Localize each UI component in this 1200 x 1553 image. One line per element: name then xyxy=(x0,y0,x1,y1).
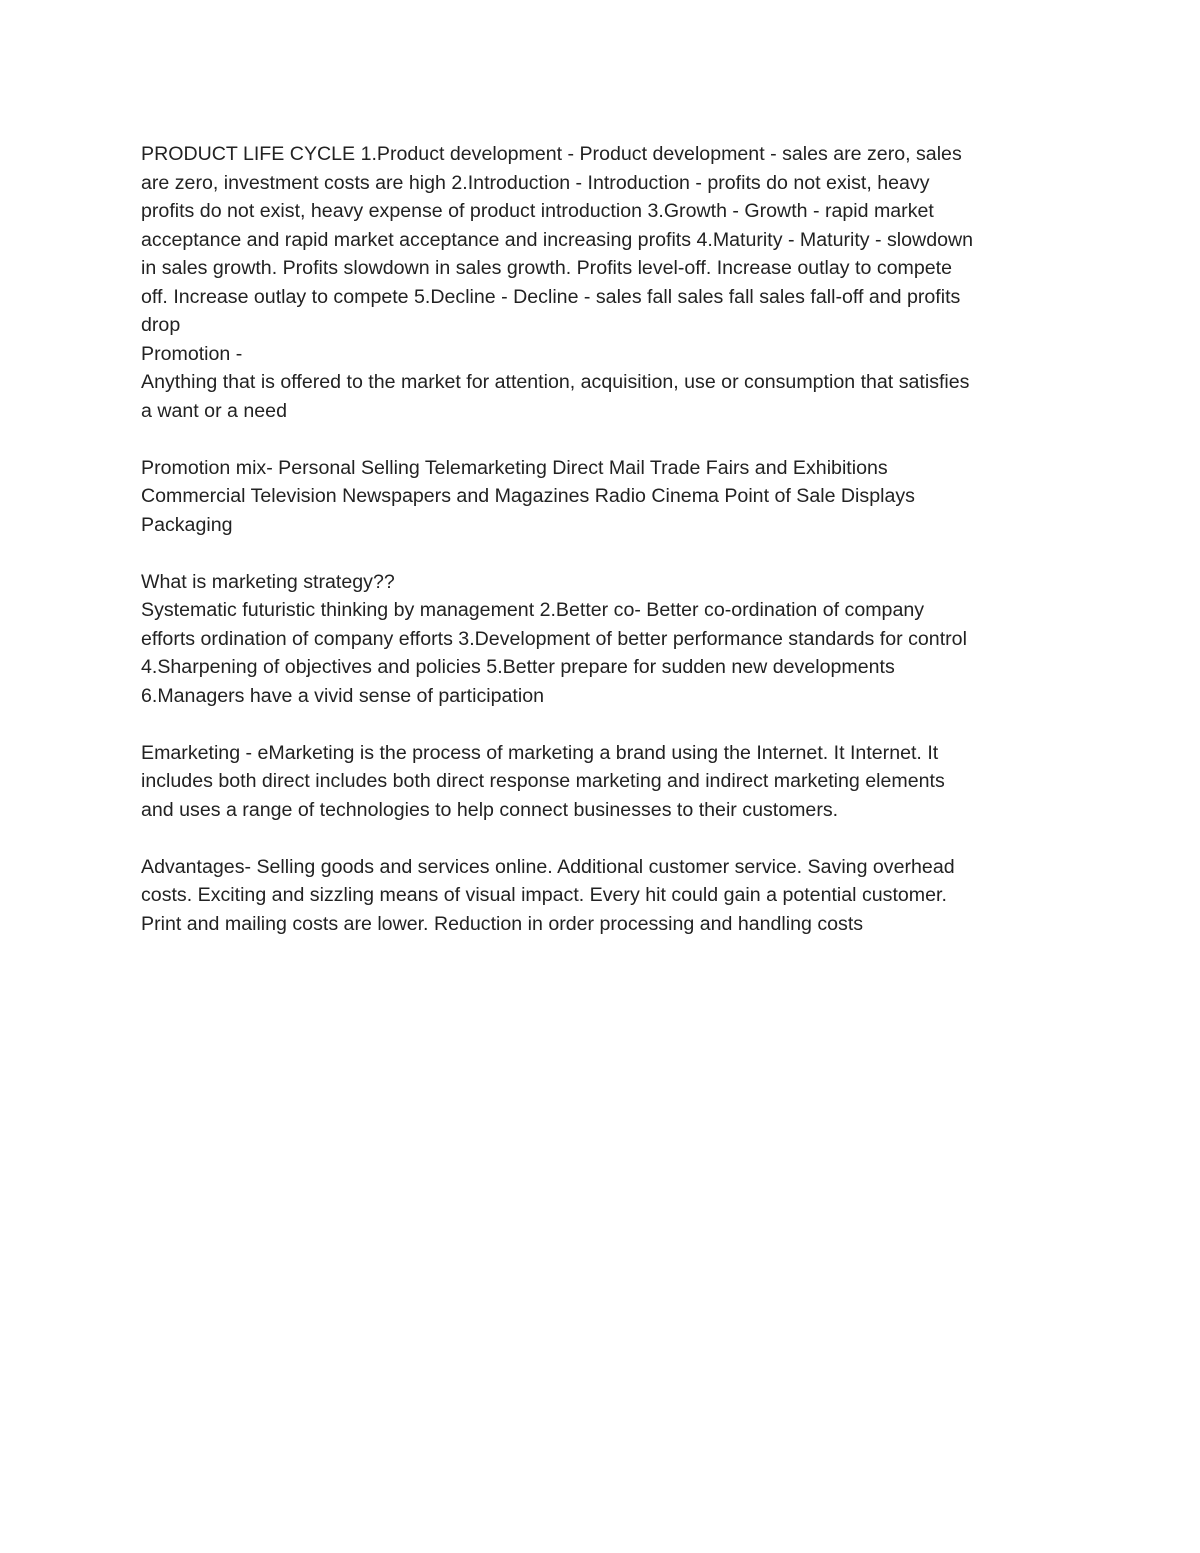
text-line: What is marketing strategy?? xyxy=(141,570,395,593)
text-line: drop xyxy=(141,314,181,336)
paragraph-gap xyxy=(141,539,1061,568)
text-line: 4.Sharpening of objectives and policies 5.Better prepare for sudden new developments xyxy=(141,656,895,678)
text-line: Systematic futuristic thinking by management 2.Better co- Better co-ordination of company xyxy=(141,599,925,621)
text-line: in sales growth. Profits slowdown in sales growth. Profits level-off. Increase outlay to compete xyxy=(141,257,952,279)
promotion-mix-paragraph xyxy=(141,454,1061,540)
text-line: includes both direct includes both direct response marketing and indirect marketing elements xyxy=(141,770,945,792)
emarketing-paragraph xyxy=(141,739,1061,825)
marketing-strategy-paragraph xyxy=(141,568,1061,711)
text-line: Anything that is offered to the market for attention, acquisition, use or consumption that satisfies xyxy=(141,371,970,393)
text-line: profits do not exist, heavy expense of product introduction 3.Growth - Growth - rapid market xyxy=(141,200,934,222)
text-line: costs. Exciting and sizzling means of visual impact. Every hit could gain a potential customer. xyxy=(141,884,947,906)
text-line: and uses a range of technologies to help connect businesses to their customers. xyxy=(141,798,839,821)
text-line: PRODUCT LIFE CYCLE 1.Product development - Product development - sales are zero, sales xyxy=(141,143,962,165)
text-line: 6.Managers have a vivid sense of participation xyxy=(141,684,544,707)
advantages-paragraph xyxy=(141,853,1061,939)
text-line: Commercial Television Newspapers and Magazines Radio Cinema Point of Sale Displays xyxy=(141,485,915,507)
paragraph-gap xyxy=(141,425,1061,454)
paragraph-gap xyxy=(141,710,1061,739)
product-life-cycle-paragraph xyxy=(141,140,1061,425)
text-line: acceptance and rapid market acceptance and increasing profits 4.Maturity - Maturity - slowdown xyxy=(141,228,974,251)
text-line: Emarketing - eMarketing is the process of marketing a brand using the Internet. It Internet. It xyxy=(141,741,939,764)
text-line: Packaging xyxy=(141,513,233,536)
text-line: are zero, investment costs are high 2.Introduction - Introduction - profits do not exist, heavy xyxy=(141,171,930,194)
text-line: off. Increase outlay to compete 5.Decline - Decline - sales fall sales fall sales fall-off and profits xyxy=(141,285,961,308)
text-line: Promotion - xyxy=(141,342,243,365)
text-line: Advantages- Selling goods and services online. Additional customer service. Saving overhead xyxy=(141,855,955,878)
text-line: Promotion mix- Personal Selling Telemarketing Direct Mail Trade Fairs and Exhibitions xyxy=(141,456,888,479)
text-line: a want or a need xyxy=(141,399,287,422)
document-body xyxy=(141,140,1061,938)
text-line: Print and mailing costs are lower. Reduction in order processing and handling costs xyxy=(141,912,864,935)
paragraph-gap xyxy=(141,824,1061,853)
text-line: efforts ordination of company efforts 3.Development of better performance standards for control xyxy=(141,627,967,650)
